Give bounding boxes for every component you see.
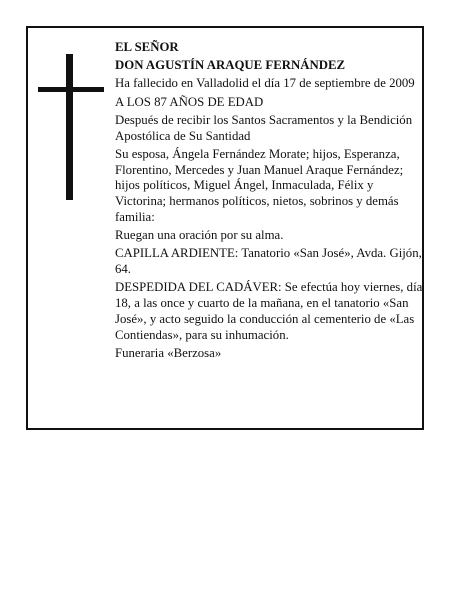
deceased-name: DON AGUSTÍN ARAQUE FERNÁNDEZ: [115, 58, 346, 73]
prayer-request: Ruegan una oración por su alma.: [115, 228, 284, 243]
cross-icon: [38, 54, 104, 200]
cross-horizontal-bar: [38, 87, 104, 92]
cross-vertical-bar: [66, 54, 73, 200]
sacraments-statement: Después de recibir los Santos Sacramentos y la Bendición Apostólica de Su Santidad: [115, 112, 413, 143]
obituary-notice: [26, 26, 424, 430]
chapel-info: CAPILLA ARDIENTE: Tanatorio «San José», Avda. Gijón, 64.: [115, 246, 422, 277]
deceased-title: EL SEÑOR: [115, 40, 179, 54]
death-statement: Ha fallecido en Valladolid el día 17 de septiembre de 2009: [115, 76, 415, 91]
family-list: Su esposa, Ángela Fernández Morate; hijos, Esperanza, Florentino, Mercedes y Juan Manuel Araque Fernández; hijos políticos, Miguel Ángel, Inmaculada, Félix y Victorina; hermanos políticos, nietos, sobrinos y demás familia:: [115, 146, 404, 224]
age-statement: A LOS 87 AÑOS DE EDAD: [115, 94, 264, 109]
obituary-text: [115, 40, 423, 364]
farewell-info: DESPEDIDA DEL CADÁVER: Se efectúa hoy viernes, día 18, a las once y cuarto de la mañana, en el tanatorio «San José», y acto seguido la conducción al cementerio de «Las Contiendas», para su inhumación.: [115, 280, 423, 342]
funeral-home: Funeraria «Berzosa»: [115, 345, 222, 360]
